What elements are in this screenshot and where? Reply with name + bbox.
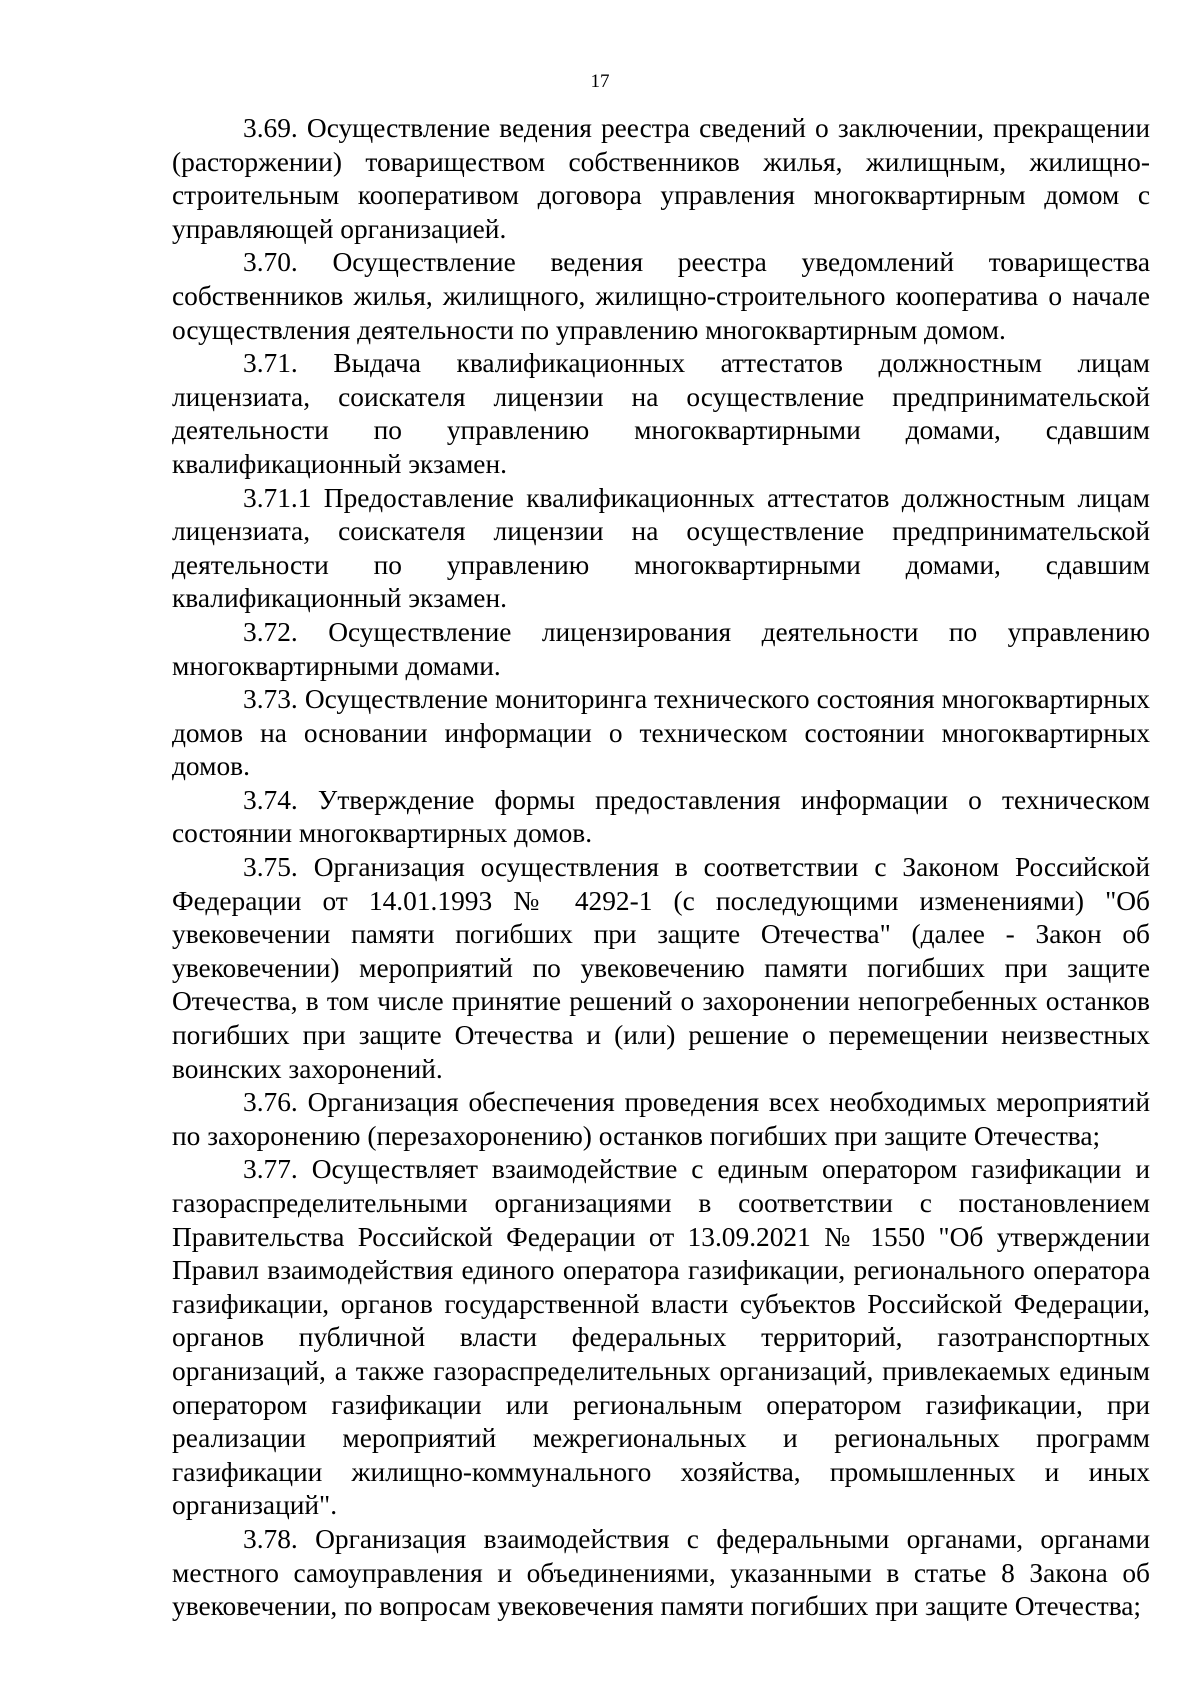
- paragraph-3-69: 3.69. Осуществление ведения реестра сведений о заключении, прекращении (расторжении) товариществом собственников жилья, жилищным, жилищно-строительным кооперативом договора управления многоквартирным домом с управляющей организацией.: [172, 113, 1150, 244]
- page-number: 17: [590, 71, 610, 92]
- paragraph-3-72: 3.72. Осуществление лицензирования деятельности по управлению многоквартирными домами.: [172, 616, 1150, 681]
- paragraph-3-74: 3.74. Утверждение формы предоставления информации о техническом состоянии многоквартирных домов.: [172, 784, 1150, 849]
- paragraph-3-71-1: 3.71.1 Предоставление квалификационных аттестатов должностным лицам лицензиата, соискателя лицензии на осуществление предпринимательской деятельности по управлению многоквартирными домами, сдавшим квалификационный экзамен.: [172, 482, 1150, 614]
- document-body: [172, 112, 1150, 1624]
- paragraph-3-78: 3.78. Организация взаимодействия с федеральными органами, органами местного самоуправления и объединениями, указанными в статье 8 Закона об увековечении, по вопросам увековечения памяти погибших при защите Отечества;: [172, 1523, 1150, 1622]
- paragraph-3-77: 3.77. Осуществляет взаимодействие с единым оператором газификации и газораспределительными организациями в соответствии с постановлением Правительства Российской Федерации от 13.09.2021 № 1550 "Об утверждении Правил взаимодействия единого оператора газификации, регионального оператора газификации, органов государственной власти субъектов Российской Федерации, органов публичной власти федеральных территорий, газотранспортных организаций, а также газораспределительных организаций, привлекаемых единым оператором газификации или региональным оператором газификации, при реализации мероприятий межрегиональных и региональных программ газификации жилищно-коммунального хозяйства, промышленных и иных организаций".: [172, 1154, 1150, 1521]
- paragraph-3-71: 3.71. Выдача квалификационных аттестатов должностным лицам лицензиата, соискателя лицензии на осуществление предпринимательской деятельности по управлению многоквартирными домами, сдавшим квалификационный экзамен.: [172, 348, 1150, 479]
- paragraph-3-75: 3.75. Организация осуществления в соответствии с Законом Российской Федерации от 14.01.1993 № 4292-1 (с последующими изменениями) "Об увековечении памяти погибших при защите Отечества" (далее - Закон об увековечении) мероприятий по увековечению памяти погибших при защите Отечества, в том числе принятие решений о захоронении непогребенных останков погибших при защите Отечества и (или) решение о перемещении неизвестных воинских захоронений.: [172, 852, 1150, 1084]
- paragraph-3-73: 3.73. Осуществление мониторинга технического состояния многоквартирных домов на основании информации о техническом состоянии многоквартирных домов.: [172, 684, 1150, 782]
- paragraph-3-76: 3.76. Организация обеспечения проведения всех необходимых мероприятий по захоронению (перезахоронению) останков погибших при защите Отечества;: [172, 1087, 1150, 1151]
- paragraph-3-70: 3.70. Осуществление ведения реестра уведомлений товарищества собственников жилья, жилищного, жилищно-строительного кооператива о начале осуществления деятельности по управлению многоквартирным домом.: [172, 247, 1150, 345]
